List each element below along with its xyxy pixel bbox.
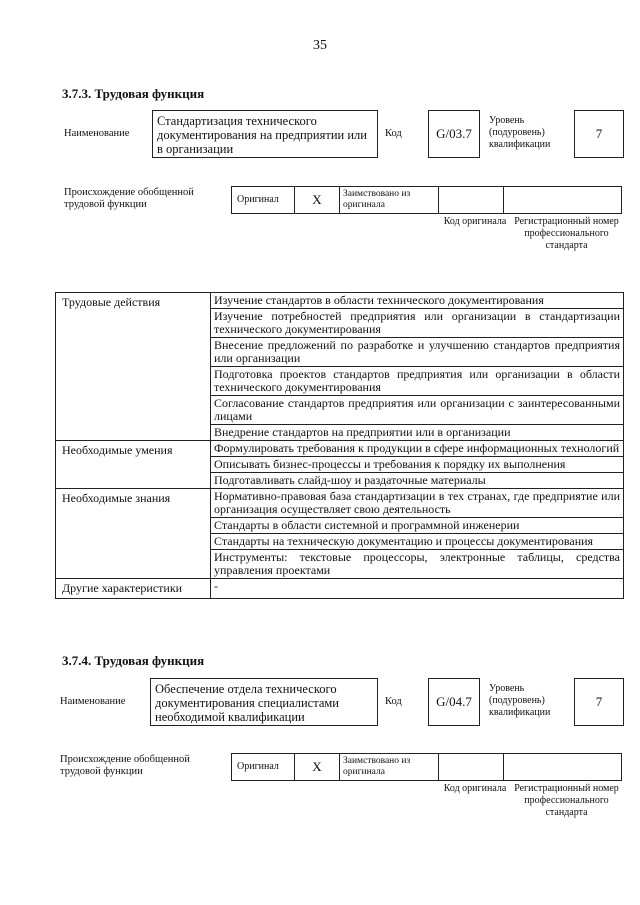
origin-table [232, 753, 622, 781]
section-heading: 3.7.3. Трудовая функция [62, 86, 205, 101]
original-mark: X [294, 186, 340, 214]
code-box [428, 678, 480, 726]
code-label: Код [385, 128, 402, 139]
original-label: Оригинал [231, 753, 295, 781]
code-box [428, 110, 480, 158]
level-value: 7 [595, 126, 603, 141]
name-label: Наименование [60, 696, 126, 707]
table-cell: Внедрение стандартов на предприятии или в организации [211, 425, 624, 441]
original-mark: X [294, 753, 340, 781]
table-cell: Изучение потребностей предприятия или организации в стандартизации технического документирования [211, 309, 624, 338]
table-row [56, 293, 624, 309]
code-original-cell [438, 186, 504, 214]
table-row [56, 489, 624, 518]
code-value: G/04.7 [436, 694, 472, 709]
table-cell: Подготавливать слайд-шоу и раздаточные материалы [211, 473, 624, 489]
function-name-box [150, 678, 378, 726]
level-value: 7 [595, 694, 603, 709]
table-cell: Стандарты на техническую документацию и процессы документирования [211, 534, 624, 550]
table-cell: Подготовка проектов стандартов предприятия или организации в области технического документирования [211, 367, 624, 396]
reg-number-cell [503, 753, 622, 781]
reg-number-label: Регистрационный номер профессионального стандарта [514, 783, 619, 818]
table-cell: Стандарты в области системной и программной инженерии [211, 518, 624, 534]
reg-number-label: Регистрационный номер профессионального стандарта [514, 216, 619, 251]
original-label: Оригинал [231, 186, 295, 214]
table-cell: - [211, 579, 624, 599]
group-knowledge-label: Необходимые знания [56, 489, 211, 579]
function-name-box [152, 110, 378, 158]
table-row [56, 579, 624, 599]
name-label: Наименование [64, 128, 130, 139]
reg-number-cell [503, 186, 622, 214]
origin-table [232, 186, 622, 214]
borrowed-label: Заимствовано из оригинала [339, 186, 439, 214]
labor-function-table [55, 292, 624, 599]
table-cell: Согласование стандартов предприятия или организации с заинтересованными лицами [211, 396, 624, 425]
borrowed-label: Заимствовано из оригинала [339, 753, 439, 781]
level-label: Уровень (подуровень) квалификации [489, 683, 551, 718]
table-cell: Формулировать требования к продукции в сфере информационных технологий [211, 441, 624, 457]
table-cell: Описывать бизнес-процессы и требования к порядку их выполнения [211, 457, 624, 473]
code-original-cell [438, 753, 504, 781]
origin-label: Происхождение обобщенной трудовой функции [60, 754, 190, 777]
code-original-label: Код оригинала [443, 783, 507, 794]
table-cell: Нормативно-правовая база стандартизации в тех странах, где предприятие или организация осуществляет свою деятельность [211, 489, 624, 518]
group-skills-label: Необходимые умения [56, 441, 211, 489]
function-name: Стандартизация технического документирования на предприятии или в организации [157, 114, 367, 156]
code-label: Код [385, 696, 402, 707]
section-heading: 3.7.4. Трудовая функция [62, 653, 205, 668]
level-box [574, 110, 624, 158]
group-labor-actions-label: Трудовые действия [56, 293, 211, 441]
level-box [574, 678, 624, 726]
group-other-label: Другие характеристики [56, 579, 211, 599]
table-cell: Изучение стандартов в области технического документирования [211, 293, 624, 309]
table-row [56, 441, 624, 457]
table-cell: Внесение предложений по разработке и улучшению стандартов предприятия или организации [211, 338, 624, 367]
level-label: Уровень (подуровень) квалификации [489, 115, 551, 150]
page-number: 35 [313, 38, 327, 53]
table-cell: Инструменты: текстовые процессоры, электронные таблицы, средства управления проектами [211, 550, 624, 579]
function-name: Обеспечение отдела технического документирования специалистами необходимой квалификации [155, 682, 339, 724]
origin-label: Происхождение обобщенной трудовой функции [64, 187, 194, 210]
code-original-label: Код оригинала [443, 216, 507, 227]
code-value: G/03.7 [436, 126, 472, 141]
